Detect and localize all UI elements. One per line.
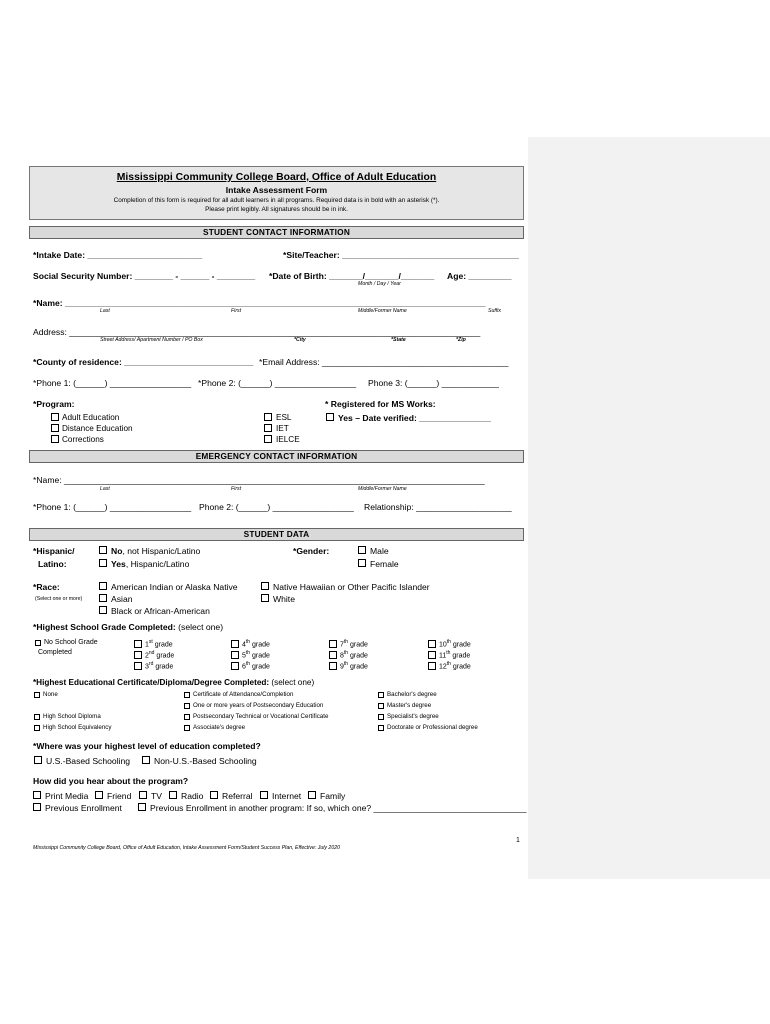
heard-radio-label: Radio [181, 791, 204, 801]
heard-family-label: Family [320, 791, 346, 801]
grade-2-checkbox[interactable] [134, 651, 142, 659]
ssn-field[interactable]: Social Security Number: ________ - ______ - ________ [33, 271, 256, 281]
cert-doctorate-label: Doctorate or Professional degree [387, 724, 478, 731]
address-state-hint: *State [391, 337, 406, 343]
address-zip-hint: *Zip [456, 337, 466, 343]
program-distance-ed-checkbox[interactable] [51, 424, 59, 432]
program-adult-ed-checkbox[interactable] [51, 413, 59, 421]
section-student-contact: STUDENT CONTACT INFORMATION [29, 226, 524, 239]
site-teacher-field[interactable]: *Site/Teacher: _____________________________________ [283, 250, 519, 260]
race-asian-label: Asian [111, 594, 133, 604]
hispanic-no-label: No, not Hispanic/Latino [111, 546, 201, 556]
cert-bachelor-label: Bachelor's degree [387, 691, 437, 698]
prev-enrollment-label: Previous Enrollment [45, 803, 122, 813]
cert-vocational-checkbox[interactable] [184, 714, 190, 720]
dob-hint: Month / Day / Year [358, 281, 401, 287]
race-black-checkbox[interactable] [99, 606, 107, 614]
heard-print-media-label: Print Media [45, 791, 89, 801]
phone3-field[interactable]: Phone 3: (______) ____________ [368, 378, 499, 388]
race-white-checkbox[interactable] [261, 594, 269, 602]
heard-referral-label: Referral [222, 791, 253, 801]
ms-works-date-field[interactable]: Yes – Date verified: _______________ [338, 413, 491, 423]
heard-radio-checkbox[interactable] [169, 791, 177, 799]
grade-none-label-2: Completed [38, 649, 72, 656]
cert-hse-label: High School Equivalency [43, 724, 112, 731]
hispanic-yes-label: Yes, Hispanic/Latino [111, 559, 190, 569]
cert-postsecondary-checkbox[interactable] [184, 703, 190, 709]
heard-tv-label: TV [151, 791, 162, 801]
grade-none-label: No School Grade [44, 639, 98, 646]
program-iet-label: IET [276, 424, 289, 433]
name-middle-hint: Middle/Former Name [358, 308, 407, 314]
cert-attendance-label: Certificate of Attendance/Completion [193, 691, 294, 698]
grade-8-checkbox[interactable] [329, 651, 337, 659]
hispanic-label: *Hispanic/ [33, 546, 75, 556]
form-instructions-2: Please print legibly. All signatures should be in ink. [205, 206, 348, 213]
prev-other-program-checkbox[interactable] [138, 803, 146, 811]
grade-4-label: 4th grade [242, 639, 270, 649]
grade-6-label: 6th grade [242, 661, 270, 671]
name-field[interactable]: *Name: ________________________________________________________________________________________ [33, 298, 486, 308]
race-black-label: Black or African-American [111, 606, 210, 616]
name-first-hint: First [231, 308, 242, 314]
cert-attendance-checkbox[interactable] [184, 692, 190, 698]
grade-11-checkbox[interactable] [428, 651, 436, 659]
footer-text: Mississippi Community College Board, Office of Adult Education, Intake Assessment Form/Student Success Plan, Effective: July 2020 [33, 845, 340, 851]
cert-doctorate-checkbox[interactable] [378, 725, 384, 731]
grade-7-checkbox[interactable] [329, 640, 337, 648]
dob-field[interactable]: *Date of Birth: _______/_______/_______ [269, 271, 435, 281]
grade-5-label: 5th grade [242, 650, 270, 660]
gender-male-label: Male [370, 546, 389, 556]
grade-1-checkbox[interactable] [134, 640, 142, 648]
emergency-first-hint: First [231, 486, 242, 492]
cert-bachelor-checkbox[interactable] [378, 692, 384, 698]
hispanic-no-checkbox[interactable] [99, 546, 107, 554]
program-adult-ed-label: Adult Education [62, 413, 120, 422]
cert-hs-diploma-label: High School Diploma [43, 713, 101, 720]
grade-3-label: 3rd grade [145, 661, 174, 671]
race-american-indian-label: American Indian or Alaska Native [111, 582, 238, 592]
name-last-hint: Last [100, 308, 110, 314]
cert-specialist-checkbox[interactable] [378, 714, 384, 720]
race-asian-checkbox[interactable] [99, 594, 107, 602]
heard-internet-checkbox[interactable] [260, 791, 268, 799]
where-us-checkbox[interactable] [34, 756, 42, 764]
race-hint: (Select one or more) [35, 596, 83, 602]
grade-label: *Highest School Grade Completed: (select one) [33, 622, 224, 632]
heard-internet-label: Internet [272, 791, 302, 801]
cert-none-checkbox[interactable] [34, 692, 40, 698]
grade-6-checkbox[interactable] [231, 662, 239, 670]
address-street-hint: Street Address/ Apartment Number / PO Box [100, 337, 203, 343]
heard-tv-checkbox[interactable] [139, 791, 147, 799]
cert-hs-diploma-checkbox[interactable] [34, 714, 40, 720]
grade-10-checkbox[interactable] [428, 640, 436, 648]
grade-1-label: 1st grade [145, 639, 173, 649]
grade-9-checkbox[interactable] [329, 662, 337, 670]
cert-vocational-label: Postsecondary Technical or Vocational Certificate [193, 713, 329, 720]
ms-works-label: * Registered for MS Works: [325, 399, 436, 409]
program-corrections-checkbox[interactable] [51, 435, 59, 443]
cert-associate-label: Associate's degree [193, 724, 246, 731]
program-ielce-checkbox[interactable] [264, 435, 272, 443]
race-american-indian-checkbox[interactable] [99, 582, 107, 590]
cert-specialist-label: Specialist's degree [387, 713, 439, 720]
program-corrections-label: Corrections [62, 435, 104, 444]
gender-female-checkbox[interactable] [358, 559, 366, 567]
program-distance-ed-label: Distance Education [62, 424, 133, 433]
where-non-us-checkbox[interactable] [142, 756, 150, 764]
grade-10-label: 10th grade [439, 639, 471, 649]
form-instructions: Completion of this form is required for all adult learners in all programs. Required data is in bold with an asterisk (*). [113, 197, 440, 204]
form-subtitle: Intake Assessment Form [225, 185, 328, 195]
grade-7-label: 7th grade [340, 639, 368, 649]
certificate-label: *Highest Educational Certificate/Diploma/Degree Completed: (select one) [33, 678, 315, 687]
race-white-label: White [273, 594, 295, 604]
race-pacific-islander-checkbox[interactable] [261, 582, 269, 590]
hispanic-label-2: Latino: [38, 559, 67, 569]
cert-associate-checkbox[interactable] [184, 725, 190, 731]
heard-friend-label: Friend [107, 791, 132, 801]
phone1-field[interactable]: *Phone 1: (______) _________________ [33, 378, 192, 388]
grade-11-label: 11th grade [439, 650, 471, 660]
program-iet-checkbox[interactable] [264, 424, 272, 432]
race-label: *Race: [33, 582, 60, 592]
comment-margin-panel [528, 137, 770, 879]
age-field[interactable]: Age: _________ [447, 271, 512, 281]
cert-none-label: None [43, 691, 58, 698]
emergency-phone1-field[interactable]: *Phone 1: (______) _________________ [33, 502, 192, 512]
grade-2-label: 2nd grade [145, 650, 175, 660]
hispanic-yes-checkbox[interactable] [99, 559, 107, 567]
section-student-data: STUDENT DATA [29, 528, 524, 541]
heard-referral-checkbox[interactable] [210, 791, 218, 799]
county-field[interactable]: *County of residence: ___________________________ [33, 357, 254, 367]
grade-3-checkbox[interactable] [134, 662, 142, 670]
emergency-middle-hint: Middle/Former Name [358, 486, 407, 492]
section-emergency-contact: EMERGENCY CONTACT INFORMATION [29, 450, 524, 463]
program-ielce-label: IELCE [276, 435, 300, 444]
grade-12-label: 12th grade [439, 661, 471, 671]
emergency-name-field[interactable]: *Name: ________________________________________________________________________________________ [33, 475, 485, 485]
heard-friend-checkbox[interactable] [95, 791, 103, 799]
emergency-last-hint: Last [100, 486, 110, 492]
phone2-field[interactable]: *Phone 2: (______) _________________ [198, 378, 357, 388]
heard-family-checkbox[interactable] [308, 791, 316, 799]
heard-print-media-checkbox[interactable] [33, 791, 41, 799]
gender-label: *Gender: [293, 546, 330, 556]
prev-other-program-field[interactable]: Previous Enrollment in another program: If so, which one? ________________________________ [150, 803, 527, 813]
address-city-hint: *City [294, 337, 306, 343]
cert-hse-checkbox[interactable] [34, 725, 40, 731]
cert-postsecondary-label: One or more years of Postsecondary Education [193, 702, 324, 709]
name-suffix-hint: Suffix [488, 308, 501, 314]
cert-master-label: Master's degree [387, 702, 432, 709]
emergency-relationship-field[interactable]: Relationship: ____________________ [364, 502, 512, 512]
cert-master-checkbox[interactable] [378, 703, 384, 709]
grade-none-checkbox[interactable] [35, 640, 41, 646]
heard-about-label: How did you hear about the program? [33, 776, 189, 786]
form-title: Mississippi Community College Board, Office of Adult Education [116, 172, 437, 183]
grade-9-label: 9th grade [340, 661, 368, 671]
intake-date-field[interactable]: *Intake Date: ________________________ [33, 250, 203, 260]
grade-5-checkbox[interactable] [231, 651, 239, 659]
ms-works-yes-checkbox[interactable] [326, 413, 334, 421]
where-us-label: U.S.-Based Schooling [46, 756, 131, 766]
grade-12-checkbox[interactable] [428, 662, 436, 670]
where-non-us-label: Non-U.S.-Based Schooling [154, 756, 257, 766]
program-label: *Program: [33, 399, 75, 409]
page-number: 1 [516, 837, 520, 844]
gender-male-checkbox[interactable] [358, 546, 366, 554]
prev-enrollment-checkbox[interactable] [33, 803, 41, 811]
program-esl-checkbox[interactable] [264, 413, 272, 421]
grade-8-label: 8th grade [340, 650, 368, 660]
program-esl-label: ESL [276, 413, 292, 422]
race-pacific-islander-label: Native Hawaiian or Other Pacific Islander [273, 582, 430, 592]
form-header [29, 166, 524, 220]
email-field[interactable]: *Email Address: _______________________________________ [259, 357, 509, 367]
address-field[interactable]: Address: ______________________________________________________________________________________ [33, 327, 481, 337]
where-educated-label: *Where was your highest level of education completed? [33, 741, 261, 751]
gender-female-label: Female [370, 559, 399, 569]
grade-4-checkbox[interactable] [231, 640, 239, 648]
emergency-phone2-field[interactable]: Phone 2: (______) _________________ [199, 502, 354, 512]
